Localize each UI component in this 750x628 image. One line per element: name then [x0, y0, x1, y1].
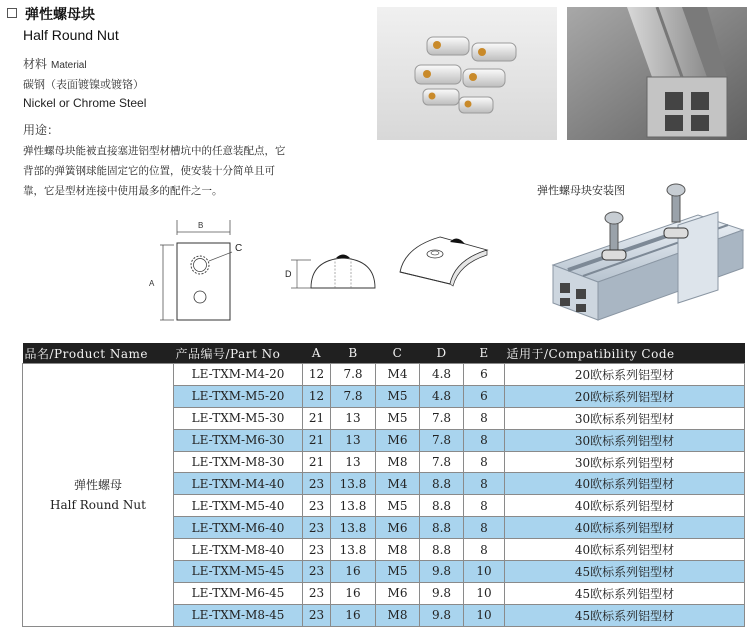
- cell-d: 8.8: [420, 495, 464, 517]
- cell-b: 7.8: [331, 385, 376, 407]
- usage-title: 用途：: [23, 123, 60, 137]
- header-e: E: [464, 343, 505, 364]
- header-part-no: 产品编号/Part No: [174, 343, 303, 364]
- cell-a: 23: [303, 495, 331, 517]
- dim-b-label: B: [198, 221, 204, 230]
- material-label-cn: 材料: [23, 57, 48, 71]
- cell-compatibility: 45欧标系列铝型材: [505, 561, 745, 583]
- cell-d: 8.8: [420, 539, 464, 561]
- cell-b: 16: [331, 561, 376, 583]
- header-c: C: [376, 343, 420, 364]
- product-name-cell: [23, 364, 174, 627]
- cell-part-no: LE-TXM-M4-40: [174, 473, 303, 495]
- cell-compatibility: 20欧标系列铝型材: [505, 364, 745, 386]
- cell-b: 13.8: [331, 495, 376, 517]
- cell-compatibility: 40欧标系列铝型材: [505, 473, 745, 495]
- material-label: [23, 55, 87, 72]
- usage-text: 弹性螺母块能被直接塞进铝型材槽坑中的任意装配点，它背部的弹簧钢球能固定它的位置，使安装十分简单且可靠，它是型材连接中使用最多的配件之一。: [23, 145, 286, 197]
- cell-b: 7.8: [331, 364, 376, 386]
- cell-a: 12: [303, 385, 331, 407]
- material-cn: 碳钢（表面镀镍或镀铬）: [23, 78, 144, 91]
- cell-e: 8: [464, 539, 505, 561]
- cell-a: 23: [303, 561, 331, 583]
- cell-compatibility: 40欧标系列铝型材: [505, 539, 745, 561]
- cell-compatibility: 20欧标系列铝型材: [505, 385, 745, 407]
- cell-b: 13: [331, 451, 376, 473]
- dim-c-label: C: [235, 243, 243, 254]
- cell-e: 10: [464, 561, 505, 583]
- header-compatibility: 适用于/Compatibility Code: [505, 343, 745, 364]
- cell-d: 8.8: [420, 473, 464, 495]
- cell-part-no: LE-TXM-M8-40: [174, 539, 303, 561]
- material-label-en: Material: [51, 60, 87, 71]
- cell-part-no: LE-TXM-M8-30: [174, 451, 303, 473]
- cell-b: 13.8: [331, 539, 376, 561]
- spec-table-container: [22, 343, 744, 627]
- cell-part-no: LE-TXM-M5-20: [174, 385, 303, 407]
- dim-d-label: D: [285, 269, 292, 279]
- cell-a: 21: [303, 407, 331, 429]
- dim-a-label: A: [149, 279, 155, 288]
- cell-e: 6: [464, 364, 505, 386]
- cell-b: 16: [331, 582, 376, 604]
- header-d: D: [420, 343, 464, 364]
- cell-c: M5: [376, 407, 420, 429]
- cell-a: 23: [303, 473, 331, 495]
- product-title-en: Half Round Nut: [23, 27, 119, 43]
- cell-e: 8: [464, 473, 505, 495]
- cell-compatibility: 30欧标系列铝型材: [505, 407, 745, 429]
- cell-c: M6: [376, 429, 420, 451]
- cell-e: 8: [464, 407, 505, 429]
- cell-a: 23: [303, 539, 331, 561]
- cell-part-no: LE-TXM-M5-45: [174, 561, 303, 583]
- cell-d: 4.8: [420, 385, 464, 407]
- cell-e: 6: [464, 385, 505, 407]
- cell-part-no: LE-TXM-M6-45: [174, 582, 303, 604]
- spec-table: [22, 343, 745, 627]
- cell-part-no: LE-TXM-M5-40: [174, 495, 303, 517]
- cell-compatibility: 45欧标系列铝型材: [505, 582, 745, 604]
- header-product-name: 品名/Product Name: [23, 343, 174, 364]
- cell-part-no: LE-TXM-M4-20: [174, 364, 303, 386]
- cell-part-no: LE-TXM-M6-40: [174, 517, 303, 539]
- nut-photo: [377, 7, 557, 140]
- header-b: B: [331, 343, 376, 364]
- cell-e: 8: [464, 451, 505, 473]
- cell-b: 13: [331, 407, 376, 429]
- cell-part-no: LE-TXM-M6-30: [174, 429, 303, 451]
- top-view-drawing: [140, 215, 260, 325]
- table-row: [23, 364, 745, 386]
- cell-b: 13.8: [331, 473, 376, 495]
- cell-part-no: LE-TXM-M5-30: [174, 407, 303, 429]
- cell-d: 9.8: [420, 561, 464, 583]
- cell-compatibility: 40欧标系列铝型材: [505, 517, 745, 539]
- install-caption: 弹性螺母块安装图: [537, 184, 625, 197]
- product-title-cn: [7, 4, 95, 24]
- cell-c: M6: [376, 517, 420, 539]
- checkbox-icon: [7, 8, 17, 18]
- cell-e: 10: [464, 604, 505, 626]
- cell-e: 8: [464, 429, 505, 451]
- cell-d: 7.8: [420, 407, 464, 429]
- header-a: A: [303, 343, 331, 364]
- cell-d: 9.8: [420, 604, 464, 626]
- cell-compatibility: 45欧标系列铝型材: [505, 604, 745, 626]
- cell-a: 23: [303, 517, 331, 539]
- cell-c: M5: [376, 495, 420, 517]
- cell-a: 12: [303, 364, 331, 386]
- cell-b: 13.8: [331, 517, 376, 539]
- cell-c: M8: [376, 604, 420, 626]
- side-view-drawing: [283, 248, 383, 293]
- product-name-cn: 弹性螺母: [73, 477, 122, 492]
- cell-c: M5: [376, 561, 420, 583]
- cell-c: M6: [376, 582, 420, 604]
- cell-compatibility: 30欧标系列铝型材: [505, 429, 745, 451]
- cell-a: 21: [303, 429, 331, 451]
- cell-d: 7.8: [420, 429, 464, 451]
- cell-c: M5: [376, 385, 420, 407]
- iso-view-drawing: [395, 222, 495, 292]
- material-en: Nickel or Chrome Steel: [23, 96, 147, 110]
- cell-e: 10: [464, 582, 505, 604]
- cell-b: 13: [331, 429, 376, 451]
- cell-c: M8: [376, 539, 420, 561]
- cell-b: 16: [331, 604, 376, 626]
- title-cn-text: 弹性螺母块: [25, 7, 95, 23]
- cell-compatibility: 40欧标系列铝型材: [505, 495, 745, 517]
- cell-c: M4: [376, 473, 420, 495]
- cell-d: 9.8: [420, 582, 464, 604]
- cell-a: 23: [303, 582, 331, 604]
- cell-d: 7.8: [420, 451, 464, 473]
- cell-e: 8: [464, 495, 505, 517]
- cell-compatibility: 30欧标系列铝型材: [505, 451, 745, 473]
- cell-d: 8.8: [420, 517, 464, 539]
- cell-e: 8: [464, 517, 505, 539]
- cell-part-no: LE-TXM-M8-45: [174, 604, 303, 626]
- product-name-en: Half Round Nut: [50, 497, 146, 512]
- cell-d: 4.8: [420, 364, 464, 386]
- table-header-row: [23, 343, 745, 364]
- cell-c: M8: [376, 451, 420, 473]
- cell-a: 21: [303, 451, 331, 473]
- cell-c: M4: [376, 364, 420, 386]
- cell-a: 23: [303, 604, 331, 626]
- profile-photo: [567, 7, 747, 140]
